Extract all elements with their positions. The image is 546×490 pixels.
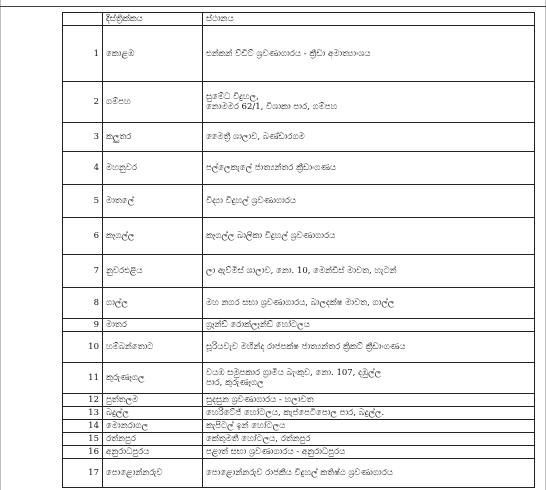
venue-line: පල්ලෙකැලේ ජාත්‍යන්තර ක්‍රීඩාංගණය: [206, 163, 336, 173]
district-name: පුත්තලම: [103, 394, 203, 407]
venue-cell: [203, 26, 535, 82]
district-name: මොනරාගල: [103, 420, 203, 433]
venue-cell: [203, 332, 535, 363]
row-number: 4: [63, 152, 103, 185]
table-row: [63, 407, 535, 420]
row-number: 5: [63, 185, 103, 218]
table-row: [63, 433, 535, 446]
venue-line: සූරියවැව මහින්ද රාජපක්ෂ ජාත්‍යන්තර ක්‍රිකට් ක්‍රීඩාංගණය: [206, 342, 406, 352]
table-row: [63, 185, 535, 218]
venue-line: හෙරිටේජ් හෝටලය, කැප්පෙටිපොල පාර, බදුල්ල.: [206, 408, 385, 418]
table-body: [63, 26, 535, 488]
district-name: බදුල්ල: [103, 407, 203, 420]
row-number: 13: [63, 407, 103, 420]
venue-cell: [203, 288, 535, 319]
page-top-rule: [0, 6, 546, 7]
district-name: ගම්පහ: [103, 82, 203, 123]
district-name: කෑගල්ල: [103, 218, 203, 255]
district-name: ගාල්ල: [103, 288, 203, 319]
district-name: කොළඹ: [103, 26, 203, 82]
district-name: කුරුණෑගල: [103, 363, 203, 394]
venue-line: ලා ඇව්මිස් ශාලාව, නො. 10, මෙන්ඩිස් මාවත, හැටන්: [206, 266, 397, 276]
venue-line: සුදසුන ශ්‍රවණාගාරය - හලාවත: [206, 395, 314, 405]
header-district: දිස්ත්‍රික්කය: [103, 13, 203, 26]
row-number: 11: [63, 363, 103, 394]
venue-cell: [203, 218, 535, 255]
venue-line: එන්කන් ව්ඩිට් ශ්‍රවණාගාරය - ක්‍රීඩා අමාත්‍යාංශය: [206, 48, 371, 59]
venue-cell: [203, 420, 535, 433]
row-number: 7: [63, 255, 103, 288]
district-venue-table: [62, 12, 535, 488]
header-place: ස්ථානය: [203, 13, 535, 26]
district-name: මාතලේ: [103, 185, 203, 218]
venue-cell: [203, 319, 535, 332]
row-number: 6: [63, 218, 103, 255]
district-name: පොළොන්නරුව: [103, 459, 203, 488]
venue-line: කේතුමතී හෝටලය, රත්නපුර: [206, 434, 311, 444]
table-row: [63, 394, 535, 407]
table-row: [63, 319, 535, 332]
venue-cell: [203, 255, 535, 288]
venue-line: පළාත් සභා ශ්‍රවණාගාරය - අනුරාධපුරය: [206, 447, 346, 457]
table-row: [63, 218, 535, 255]
venue-cell: [203, 433, 535, 446]
row-number: 2: [63, 82, 103, 123]
table-row: [63, 288, 535, 319]
row-number: 1: [63, 26, 103, 82]
venue-cell: [203, 407, 535, 420]
header-number: [63, 13, 103, 26]
table-row: [63, 363, 535, 394]
venue-line: මහ නගර සභා ශ්‍රවණාගාරය, බාලදක්ෂ මාවත, ගාල්ල: [206, 298, 395, 308]
table-row: [63, 123, 535, 152]
row-number: 17: [63, 459, 103, 488]
row-number: 14: [63, 420, 103, 433]
table-row: [63, 332, 535, 363]
venue-line: පාර, කුරුණෑගල: [206, 378, 264, 388]
venue-line: සුමේධ විදුහල,: [206, 92, 259, 102]
table-row: [63, 420, 535, 433]
row-number: 15: [63, 433, 103, 446]
venue-cell: [203, 363, 535, 394]
row-number: 10: [63, 332, 103, 363]
district-name: මාතර: [103, 319, 203, 332]
table-row: [63, 446, 535, 459]
venue-line: කෑගල්ල බාලිකා විදුහල් ශ්‍රවණාගාරය: [206, 231, 336, 241]
district-name: රත්නපුර: [103, 433, 203, 446]
venue-line: කැපිටල් ඉන් හෝටලය: [206, 421, 286, 431]
venue-cell: [203, 152, 535, 185]
venue-line: විද්‍යා විදුහල් ශ්‍රවණාගාරය: [206, 196, 297, 206]
venue-line: නොමමර 62/1, විශාකා පාර, ගම්පහ: [206, 102, 338, 112]
table-row: [63, 255, 535, 288]
district-name: කලුතර: [103, 123, 203, 152]
venue-cell: [203, 185, 535, 218]
district-name: අනුරාධපුරය: [103, 446, 203, 459]
venue-cell: [203, 123, 535, 152]
venue-cell: [203, 394, 535, 407]
row-number: 9: [63, 319, 103, 332]
row-number: 8: [63, 288, 103, 319]
venue-cell: [203, 459, 535, 488]
venue-line: ග්‍රෑන්ඩ් රොක්ලෑන්ඩ් හෝටලය: [206, 320, 310, 330]
district-name: හම්බන්තොට: [103, 332, 203, 363]
table-row: [63, 152, 535, 185]
venue-line: පොළොන්නරුව රාජකීය විදුහල් කතිෂ්ඨ ශ්‍රවණාගාරය: [206, 468, 393, 478]
district-name: මහනුවර: [103, 152, 203, 185]
row-number: 16: [63, 446, 103, 459]
venue-cell: [203, 82, 535, 123]
district-name: නුවරඑළිය: [103, 255, 203, 288]
row-number: 3: [63, 123, 103, 152]
venue-line: මෛත්‍රී ශාලාව, බණ්ඩාරගම: [206, 132, 305, 142]
table-row: [63, 459, 535, 488]
table-row: [63, 82, 535, 123]
table-header-row: [63, 13, 535, 26]
venue-cell: [203, 446, 535, 459]
venue-line: වයඹ සමුපකාර ග්‍රාමීය බැංකුව, නො. 107, දඹුල්ල: [206, 368, 382, 378]
row-number: 12: [63, 394, 103, 407]
table-row: [63, 26, 535, 82]
